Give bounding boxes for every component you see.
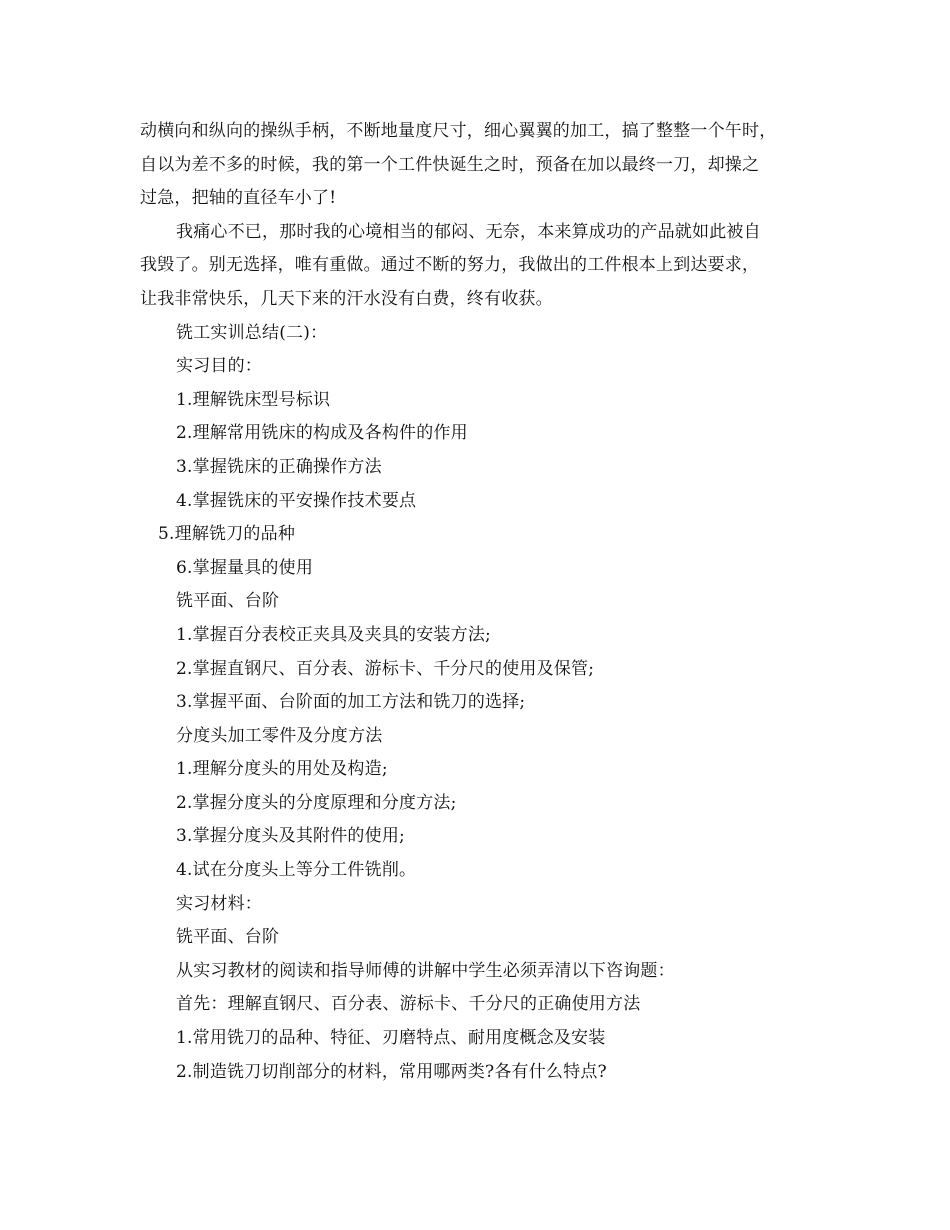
list-item: 2.掌握分度头的分度原理和分度方法; [176, 792, 457, 813]
text-line: 动横向和纵向的操纵手柄，不断地量度尺寸，细心翼翼的加工，搞了整整一个午时， [140, 121, 777, 141]
subheading: 分度头加工零件及分度方法 [176, 725, 383, 746]
list-item: 3.掌握分度头及其附件的使用; [176, 826, 405, 847]
text-line: 首先：理解直钢尺、百分表、游标卡、千分尺的正确使用方法 [176, 994, 641, 1015]
list-item: 2.理解常用铣床的构成及各构件的作用 [176, 423, 468, 444]
text-line: 让我非常快乐，几天下来的汗水没有白费，终有收获。 [140, 288, 553, 309]
list-item: 2.掌握直钢尺、百分表、游标卡、千分尺的使用及保管; [176, 658, 595, 679]
list-item: 1.理解铣床型号标识 [176, 389, 331, 410]
subheading: 铣平面、台阶 [176, 927, 280, 948]
text-line: 从实习教材的阅读和指导师傅的讲解中学生必须弄清以下咨询题： [176, 960, 675, 981]
text-line: 我痛心不已，那时我的心境相当的郁闷、无奈，本来算成功的产品就如此被自 [176, 221, 761, 242]
subheading: 实习材料： [176, 893, 262, 914]
list-item: 4.掌握铣床的平安操作技术要点 [176, 490, 417, 511]
text-line: 我毁了。别无选择，唯有重做。通过不断的努力，我做出的工件根本上到达要求， [140, 255, 760, 276]
list-item: 1.理解分度头的用处及构造; [176, 759, 388, 780]
list-item: 3.掌握平面、台阶面的加工方法和铣刀的选择; [176, 692, 526, 713]
subheading: 实习目的： [176, 356, 262, 377]
list-item: 6.掌握量具的使用 [176, 557, 314, 578]
text-line: 自以为差不多的时候，我的第一个工件快诞生之时，预备在加以最终一刀，却操之 [140, 154, 760, 175]
list-item: 1.常用铣刀的品种、特征、刃磨特点、耐用度概念及安装 [176, 1028, 606, 1049]
list-item: 5.理解铣刀的品种 [158, 524, 296, 545]
document-body [140, 115, 840, 1089]
section-heading: 铣工实训总结(二)： [176, 322, 328, 343]
subheading: 铣平面、台阶 [176, 591, 280, 612]
list-item: 1.掌握百分表校正夹具及夹具的安装方法; [176, 624, 491, 645]
list-item: 2.制造铣刀切削部分的材料，常用哪两类?各有什么特点? [176, 1061, 607, 1082]
list-item: 3.掌握铣床的正确操作方法 [176, 456, 382, 477]
list-item: 4.试在分度头上等分工件铣削。 [176, 860, 417, 881]
text-line: 过急，把轴的直径车小了! [140, 188, 337, 209]
